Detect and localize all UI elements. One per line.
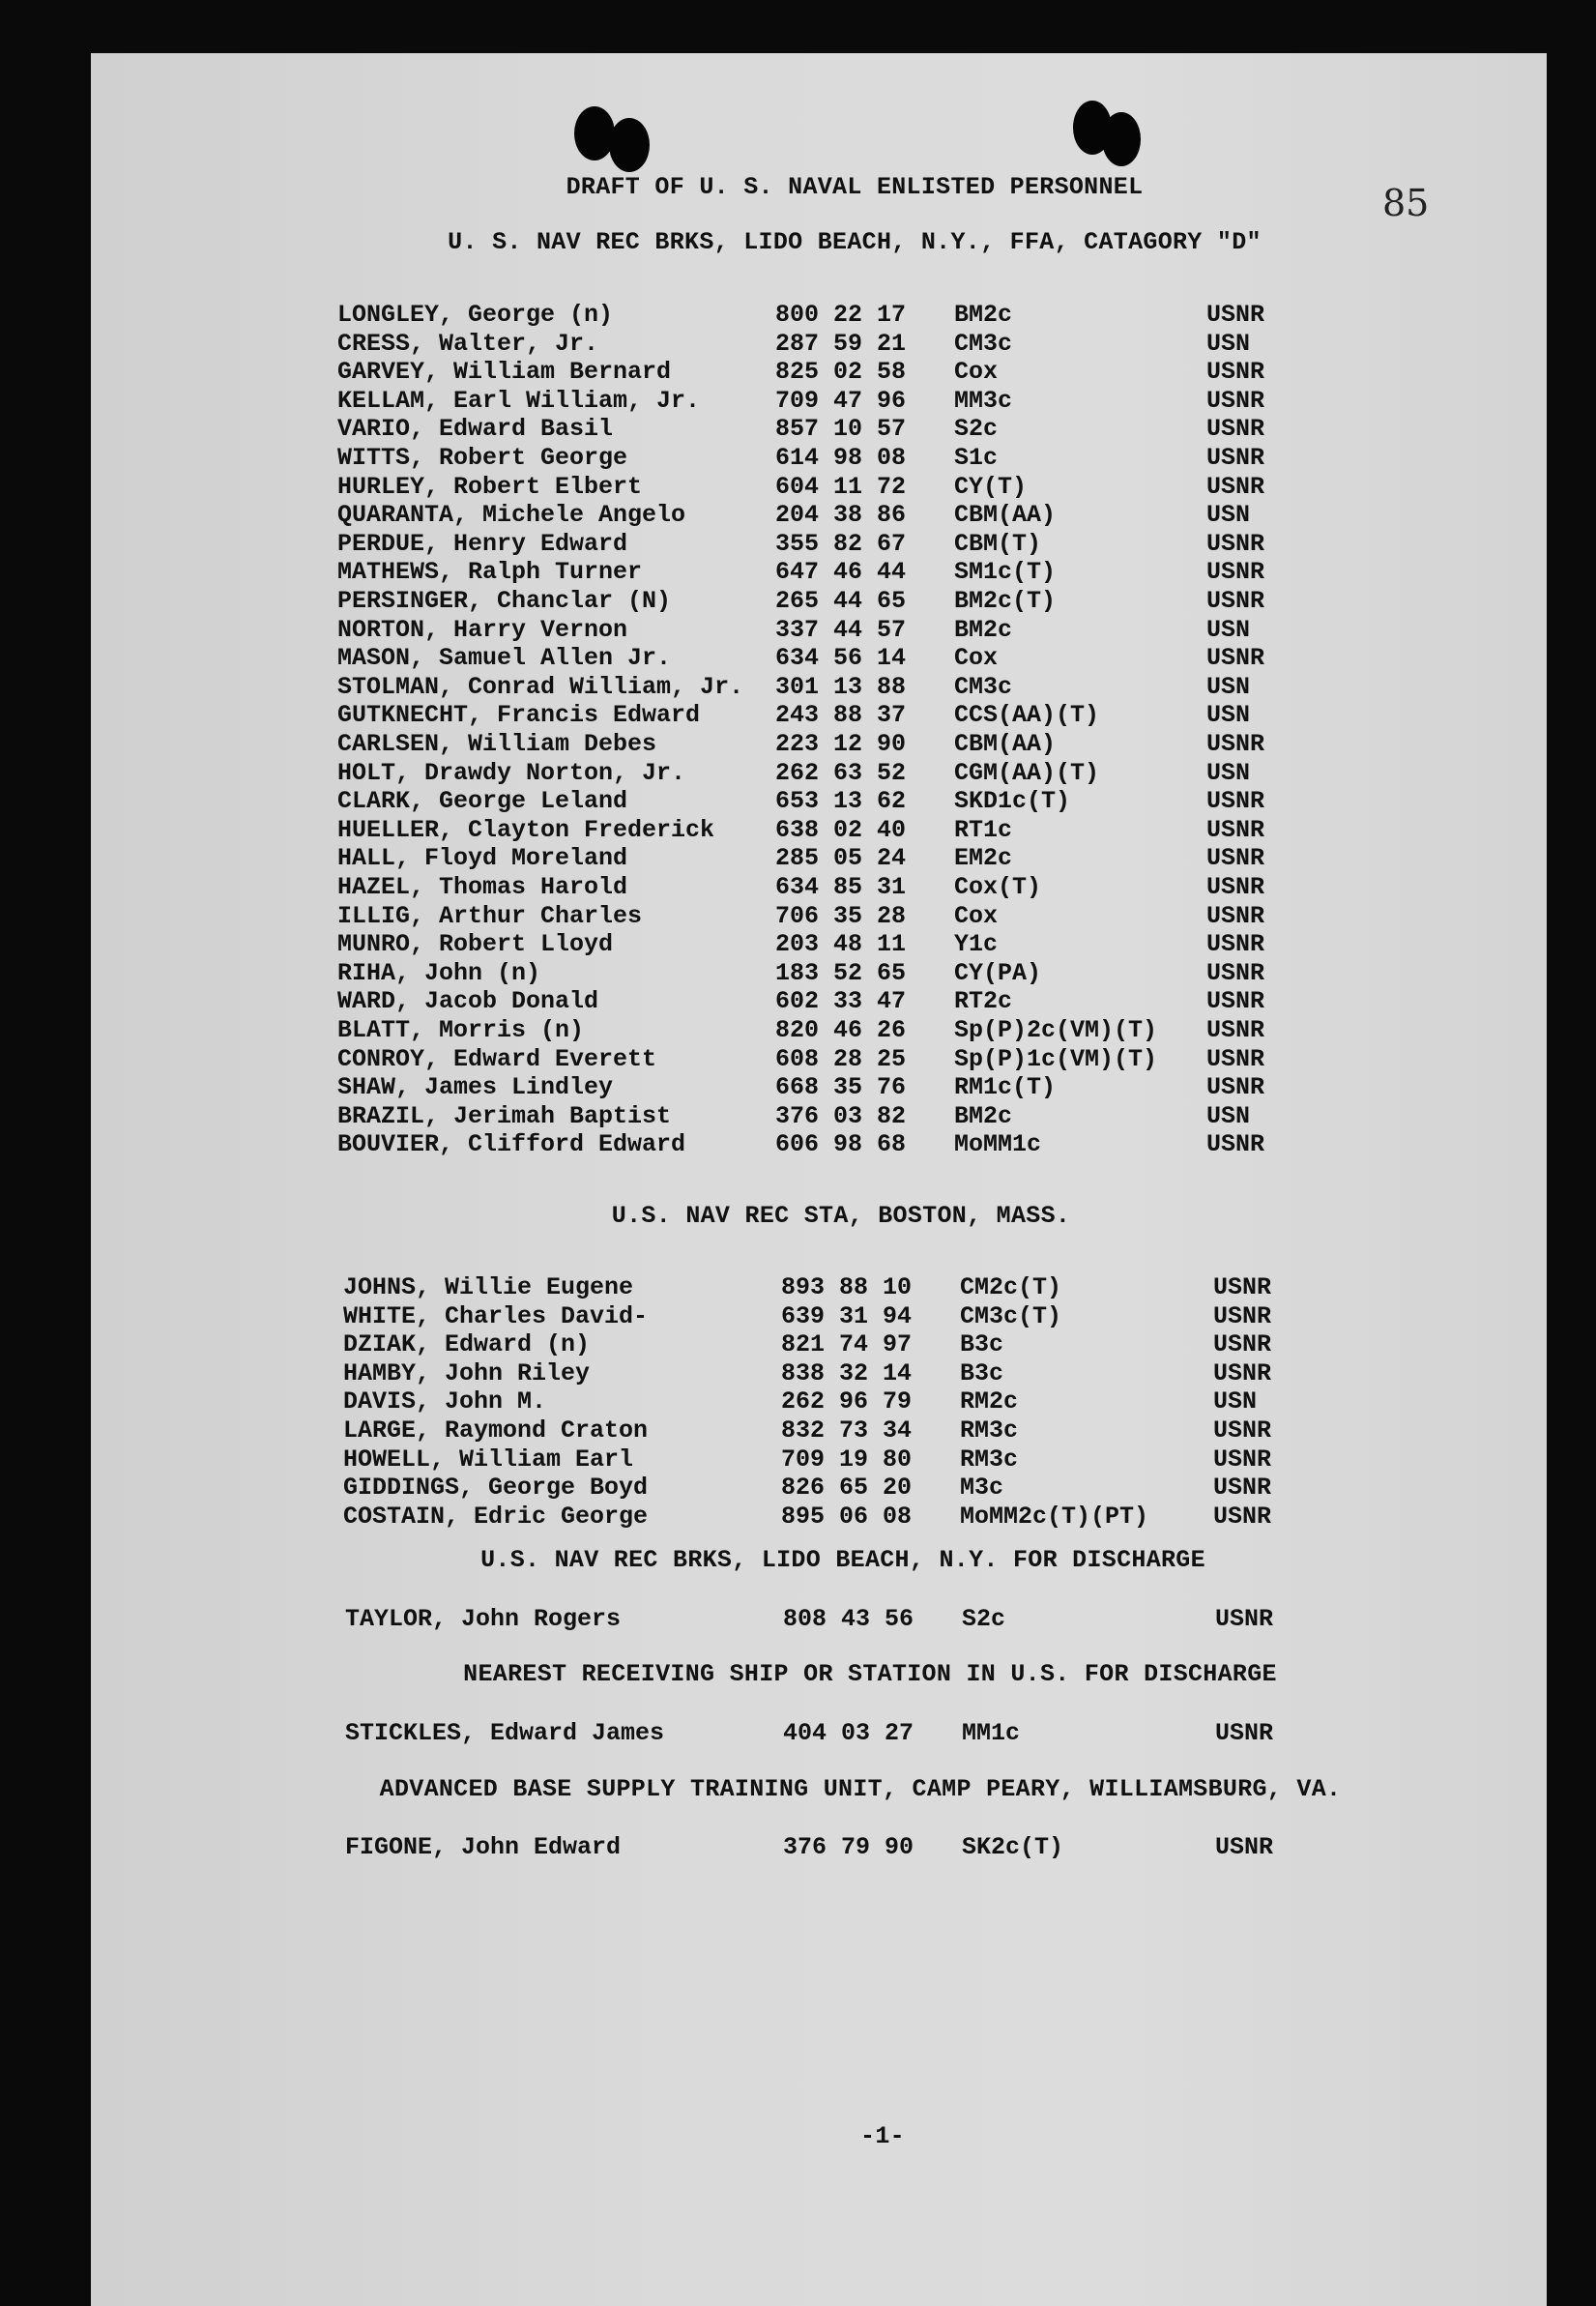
service-number: 337 44 57 [775,615,907,644]
service-number: 857 10 57 [775,415,907,444]
branch: USNR [1213,1502,1272,1531]
person-name: GARVEY, William Bernard [337,358,672,387]
person-name: NORTON, Harry Vernon [337,615,628,644]
branch: USNR [1206,787,1265,816]
service-number: 262 96 79 [781,1387,913,1416]
person-name: CONROY, Edward Everett [337,1044,657,1073]
rating: MM1c [962,1719,1021,1747]
rating: CM2c(T) [960,1273,1062,1301]
branch: USNR [1206,415,1265,444]
branch: USN [1206,758,1251,787]
branch: USNR [1206,930,1265,959]
service-number: 243 88 37 [775,701,907,730]
punch-hole [574,106,615,161]
person-name: TAYLOR, John Rogers [345,1605,622,1633]
branch: USN [1206,501,1251,530]
person-name: GUTKNECHT, Francis Edward [337,701,701,730]
section-heading: U.S. NAV REC STA, BOSTON, MASS. [611,1202,1071,1230]
person-name: BRAZIL, Jerimah Baptist [337,1101,672,1130]
person-name: VARIO, Edward Basil [337,415,614,444]
person-name: RIHA, John (n) [337,958,541,987]
rating: CBM(AA) [954,730,1057,758]
rating: CY(PA) [954,958,1042,987]
service-number: 893 88 10 [781,1273,913,1301]
service-number: 895 06 08 [781,1502,913,1531]
service-number: 204 38 86 [775,501,907,530]
branch: USNR [1206,301,1265,329]
person-name: BLATT, Morris (n) [337,1016,585,1044]
branch: USNR [1215,1719,1274,1747]
person-name: PERSINGER, Chanclar (N) [337,587,672,615]
service-number: 602 33 47 [775,987,907,1016]
rating: Cox [954,358,999,387]
service-number: 709 47 96 [775,386,907,415]
rating: BM2c [954,615,1013,644]
rating: RM1c(T) [954,1073,1057,1102]
branch: USNR [1206,730,1265,758]
person-name: HURLEY, Robert Elbert [337,472,643,501]
service-number: 301 13 88 [775,672,907,701]
service-number: 820 46 26 [775,1016,907,1044]
branch: USNR [1215,1605,1274,1633]
rating: CBM(T) [954,529,1042,558]
rating: SM1c(T) [954,558,1057,587]
person-name: FIGONE, John Edward [345,1833,622,1861]
document-title: DRAFT OF U. S. NAVAL ENLISTED PERSONNEL [566,173,1144,201]
rating: RM3c [960,1416,1019,1445]
person-name: STOLMAN, Conrad William, Jr. [337,672,744,701]
rating: B3c [960,1330,1004,1359]
rating: BM2c(T) [954,587,1057,615]
branch: USNR [1215,1833,1274,1861]
service-number: 647 46 44 [775,558,907,587]
person-name: COSTAIN, Edric George [343,1502,649,1531]
service-number: 606 98 68 [775,1130,907,1159]
service-number: 203 48 11 [775,930,907,959]
branch: USN [1206,329,1251,358]
person-name: CLARK, George Leland [337,787,628,816]
rating: RT1c [954,815,1013,844]
person-name: KELLAM, Earl William, Jr. [337,386,701,415]
branch: USNR [1206,1016,1265,1044]
branch: USNR [1206,1073,1265,1102]
rating: MoMM1c [954,1130,1042,1159]
person-name: MASON, Samuel Allen Jr. [337,644,672,673]
rating: BM2c [954,1101,1013,1130]
rating: S2c [954,415,999,444]
rating: RT2c [954,987,1013,1016]
person-name: DZIAK, Edward (n) [343,1330,591,1359]
rating: Sp(P)1c(VM)(T) [954,1044,1158,1073]
branch: USNR [1213,1416,1272,1445]
section-heading: NEAREST RECEIVING SHIP OR STATION IN U.S. FOR DISCHARGE [463,1660,1277,1688]
rating: Sp(P)2c(VM)(T) [954,1016,1158,1044]
service-number: 821 74 97 [781,1330,913,1359]
service-number: 262 63 52 [775,758,907,787]
branch: USNR [1206,1130,1265,1159]
branch: USN [1206,701,1251,730]
service-number: 800 22 17 [775,301,907,329]
service-number: 638 02 40 [775,815,907,844]
branch: USNR [1206,987,1265,1016]
rating: CM3c [954,672,1013,701]
service-number: 709 19 80 [781,1445,913,1474]
person-name: DAVIS, John M. [343,1387,547,1416]
branch: USNR [1206,873,1265,901]
service-number: 376 03 82 [775,1101,907,1130]
service-number: 223 12 90 [775,730,907,758]
service-number: 404 03 27 [783,1719,914,1747]
person-name: QUARANTA, Michele Angelo [337,501,686,530]
service-number: 808 43 56 [783,1605,914,1633]
person-name: CRESS, Walter, Jr. [337,329,599,358]
rating: CM3c [954,329,1013,358]
page-number: -1- [860,2122,905,2150]
branch: USNR [1206,844,1265,873]
branch: USNR [1206,529,1265,558]
rating: EM2c [954,844,1013,873]
branch: USN [1206,615,1251,644]
branch: USNR [1213,1445,1272,1474]
service-number: 838 32 14 [781,1358,913,1387]
service-number: 376 79 90 [783,1833,914,1861]
person-name: HAMBY, John Riley [343,1358,591,1387]
service-number: 826 65 20 [781,1474,913,1503]
rating: CGM(AA)(T) [954,758,1100,787]
branch: USNR [1213,1474,1272,1503]
rating: SKD1c(T) [954,787,1071,816]
person-name: BOUVIER, Clifford Edward [337,1130,686,1159]
rating: CM3c(T) [960,1301,1062,1330]
service-number: 265 44 65 [775,587,907,615]
person-name: MUNRO, Robert Lloyd [337,930,614,959]
person-name: WITTS, Robert George [337,444,628,472]
rating: S1c [954,444,999,472]
person-name: STICKLES, Edward James [345,1719,665,1747]
person-name: HALL, Floyd Moreland [337,844,628,873]
rating: CBM(AA) [954,501,1057,530]
service-number: 604 11 72 [775,472,907,501]
service-number: 832 73 34 [781,1416,913,1445]
branch: USNR [1206,386,1265,415]
service-number: 634 56 14 [775,644,907,673]
rating: MM3c [954,386,1013,415]
person-name: ILLIG, Arthur Charles [337,901,643,930]
person-name: HOWELL, William Earl [343,1445,634,1474]
rating: RM3c [960,1445,1019,1474]
rating: M3c [960,1474,1004,1503]
section-heading: U.S. NAV REC BRKS, LIDO BEACH, N.Y. FOR DISCHARGE [480,1546,1205,1574]
person-name: HUELLER, Clayton Frederick [337,815,715,844]
person-name: GIDDINGS, George Boyd [343,1474,649,1503]
section-heading: U. S. NAV REC BRKS, LIDO BEACH, N.Y., FFA, CATAGORY "D" [448,228,1262,256]
branch: USN [1206,672,1251,701]
branch: USNR [1206,815,1265,844]
person-name: WARD, Jacob Donald [337,987,599,1016]
rating: RM2c [960,1387,1019,1416]
person-name: HOLT, Drawdy Norton, Jr. [337,758,686,787]
rating: CY(T) [954,472,1028,501]
rating: Cox(T) [954,873,1042,901]
service-number: 634 85 31 [775,873,907,901]
rating: SK2c(T) [962,1833,1064,1861]
person-name: SHAW, James Lindley [337,1073,614,1102]
branch: USNR [1206,444,1265,472]
person-name: JOHNS, Willie Eugene [343,1273,634,1301]
person-name: HAZEL, Thomas Harold [337,873,628,901]
punch-hole [609,118,650,172]
rating: S2c [962,1605,1006,1633]
branch: USNR [1206,1044,1265,1073]
rating: B3c [960,1358,1004,1387]
service-number: 825 02 58 [775,358,907,387]
service-number: 285 05 24 [775,844,907,873]
branch: USNR [1213,1358,1272,1387]
branch: USN [1206,1101,1251,1130]
section-heading: ADVANCED BASE SUPPLY TRAINING UNIT, CAMP PEARY, WILLIAMSBURG, VA. [379,1775,1342,1803]
branch: USN [1213,1387,1258,1416]
service-number: 668 35 76 [775,1073,907,1102]
branch: USNR [1206,901,1265,930]
service-number: 639 31 94 [781,1301,913,1330]
service-number: 614 98 08 [775,444,907,472]
rating: MoMM2c(T)(PT) [960,1502,1149,1531]
branch: USNR [1206,644,1265,673]
service-number: 355 82 67 [775,529,907,558]
service-number: 653 13 62 [775,787,907,816]
branch: USNR [1213,1301,1272,1330]
person-name: MATHEWS, Ralph Turner [337,558,643,587]
branch: USNR [1206,958,1265,987]
rating: Cox [954,901,999,930]
branch: USNR [1206,558,1265,587]
service-number: 183 52 65 [775,958,907,987]
person-name: PERDUE, Henry Edward [337,529,628,558]
person-name: CARLSEN, William Debes [337,730,657,758]
rating: Cox [954,644,999,673]
branch: USNR [1206,472,1265,501]
service-number: 287 59 21 [775,329,907,358]
branch: USNR [1206,587,1265,615]
branch: USNR [1213,1330,1272,1359]
person-name: LONGLEY, George (n) [337,301,614,329]
rating: BM2c [954,301,1013,329]
branch: USNR [1206,358,1265,387]
person-name: WHITE, Charles David- [343,1301,649,1330]
branch: USNR [1213,1273,1272,1301]
punch-hole [1102,112,1141,166]
person-name: LARGE, Raymond Craton [343,1416,649,1445]
page-mark: 85 [1382,182,1430,224]
service-number: 706 35 28 [775,901,907,930]
service-number: 608 28 25 [775,1044,907,1073]
rating: Y1c [954,930,999,959]
rating: CCS(AA)(T) [954,701,1100,730]
